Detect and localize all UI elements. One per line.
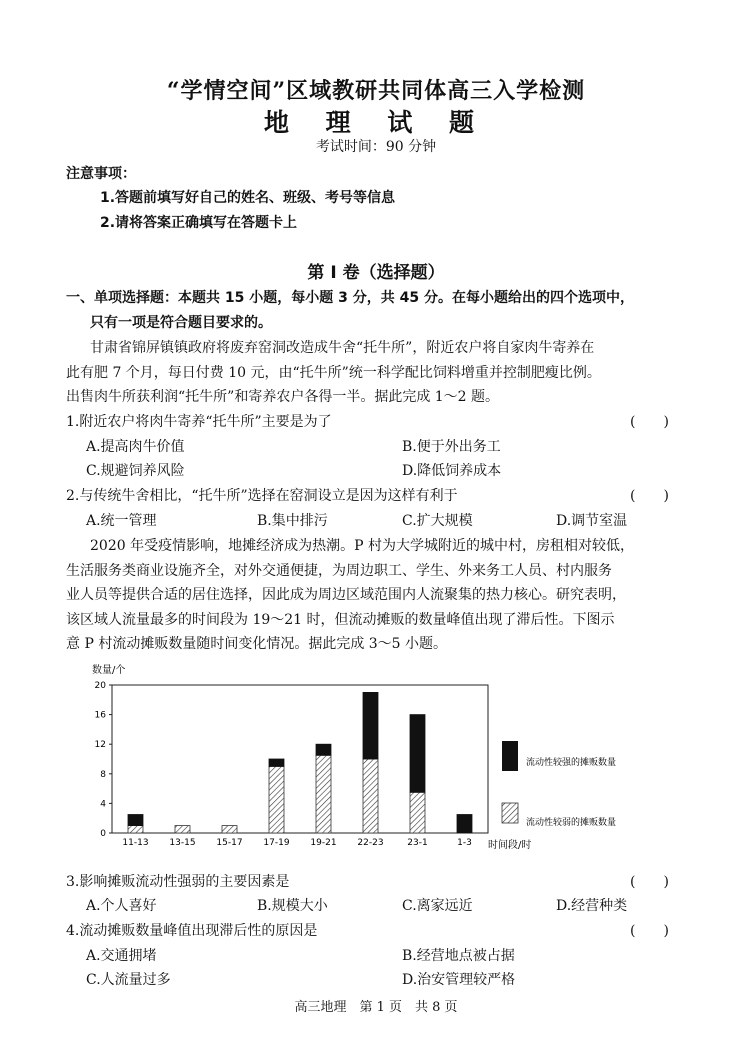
option-a: A.统一管理 <box>86 513 157 529</box>
subject-title: 地 理 试 题 <box>263 108 489 137</box>
section-instruction: 一、单项选择题：本题共 15 小题，每小题 3 分，共 45 分。在每小题给出的四个选项中， <box>66 290 634 306</box>
passage-line: 出售肉牛所获利润“托牛所”和寄养农户各得一半。据此完成 1～2 题。 <box>66 389 500 405</box>
bar-weak-11-13 <box>128 826 143 833</box>
legend-label-strong: 流动性较强的摊贩数量 <box>526 758 617 768</box>
option-a: A.提高肉牛价值 <box>86 439 185 455</box>
question-4-stem: 4.流动摊贩数量峰值出现滞后性的原因是 <box>66 923 318 939</box>
x-tick-label: 17-19 <box>263 838 290 848</box>
x-tick-label: 11-13 <box>122 838 149 848</box>
page-footer: 高三地理 第 1 页 共 8 页 <box>294 1000 458 1015</box>
x-tick-label: 19-21 <box>310 838 337 848</box>
y-tick-label: 16 <box>94 710 106 721</box>
option-c: C.扩大规模 <box>402 513 473 529</box>
x-tick-label: 23-1 <box>407 838 428 848</box>
passage-line: 此有肥 7 个月，每日付费 10 元，由“托牛所”统一科学配比饲料增重并控制肥瘦比例。 <box>66 365 601 381</box>
answer-bracket: ( ) <box>630 874 669 890</box>
option-c: C.离家远近 <box>402 898 473 914</box>
bar-strong-17-19 <box>269 759 284 766</box>
bar-strong-22-23 <box>363 692 378 759</box>
section-instruction-cont: 只有一项是符合题目要求的。 <box>90 315 272 331</box>
exam-title: “学情空间”区域教研共同体高三入学检测 <box>166 78 586 104</box>
x-tick-label: 1-3 <box>457 838 472 848</box>
bar-strong-1-3 <box>457 815 472 834</box>
answer-bracket: ( ) <box>630 414 669 430</box>
option-d: D.经营种类 <box>556 898 628 914</box>
note-item: 2.请将答案正确填写在答题卡上 <box>100 215 298 231</box>
option-d: D.降低饲养成本 <box>402 463 502 479</box>
bar-weak-19-21 <box>316 755 331 833</box>
question-2-stem: 2.与传统牛舍相比，“托牛所”选择在窑洞设立是因为这样有利于 <box>66 488 458 504</box>
option-b: B.规模大小 <box>257 898 328 914</box>
x-axis-label: 时间段/时 <box>488 840 532 851</box>
vendor-count-chart <box>70 655 670 855</box>
option-c: C.人流量过多 <box>86 972 171 988</box>
x-tick-label: 13-15 <box>169 838 196 848</box>
bar-strong-23-1 <box>410 715 425 793</box>
plot-frame <box>112 685 488 833</box>
option-d: D.调节室温 <box>556 513 628 529</box>
exam-time: 考试时间：90 分钟 <box>315 139 437 155</box>
y-tick-label: 8 <box>100 769 106 780</box>
option-c: C.规避饲养风险 <box>86 463 185 479</box>
option-a: A.个人喜好 <box>86 898 157 914</box>
passage-line: 意 P 村流动摊贩数量随时间变化情况。据此完成 3～5 小题。 <box>66 636 448 652</box>
passage-line: 2020 年受疫情影响，地摊经济成为热潮。P 村为大学城附近的城中村，房租相对较低， <box>90 538 634 554</box>
y-axis-label: 数量/个 <box>92 665 126 676</box>
legend-swatch-strong <box>502 741 518 771</box>
note-item: 1.答题前填写好自己的姓名、班级、考号等信息 <box>100 190 396 206</box>
notes-heading: 注意事项： <box>66 166 136 182</box>
legend-swatch-weak <box>502 803 518 823</box>
question-3-stem: 3.影响摊贩流动性强弱的主要因素是 <box>66 874 290 890</box>
passage-line: 生活服务类商业设施齐全，对外交通便捷，为周边职工、学生、外来务工人员、村内服务 <box>66 563 612 579</box>
option-d: D.治安管理较严格 <box>402 972 516 988</box>
answer-bracket: ( ) <box>630 923 669 939</box>
bar-weak-15-17 <box>222 826 237 833</box>
y-tick-label: 20 <box>94 681 106 691</box>
question-1-stem: 1.附近农户将肉牛寄养“托牛所”主要是为了 <box>66 414 332 430</box>
bar-weak-23-1 <box>410 792 425 833</box>
y-tick-label: 4 <box>100 799 106 810</box>
bar-strong-11-13 <box>128 815 143 826</box>
bar-strong-19-21 <box>316 744 331 755</box>
section-title: 第 I 卷（选择题） <box>307 263 445 283</box>
option-b: B.集中排污 <box>257 513 328 529</box>
legend-label-weak: 流动性较弱的摊贩数量 <box>526 818 617 828</box>
option-b: B.经营地点被占据 <box>402 948 515 964</box>
bar-weak-13-15 <box>175 826 190 833</box>
passage-line: 甘肃省锦屏镇镇政府将废弃窑洞改造成牛舍“托牛所”，附近农户将自家肉牛寄养在 <box>90 340 595 356</box>
x-tick-label: 15-17 <box>216 838 243 848</box>
option-b: B.便于外出务工 <box>402 439 501 455</box>
y-tick-label: 12 <box>94 740 106 751</box>
bar-weak-22-23 <box>363 759 378 833</box>
passage-line: 业人员等提供合适的居住选择，因此成为周边区域范围内人流聚集的热力核心。研究表明， <box>66 587 626 603</box>
y-tick-label: 0 <box>100 829 106 839</box>
option-a: A.交通拥堵 <box>86 948 157 964</box>
passage-line: 该区域人流量最多的时间段为 19～21 时，但流动摊贩的数量峰值出现了滞后性。下图示 <box>66 612 615 628</box>
x-tick-label: 22-23 <box>357 838 384 848</box>
bar-weak-17-19 <box>269 766 284 833</box>
answer-bracket: ( ) <box>630 488 669 504</box>
